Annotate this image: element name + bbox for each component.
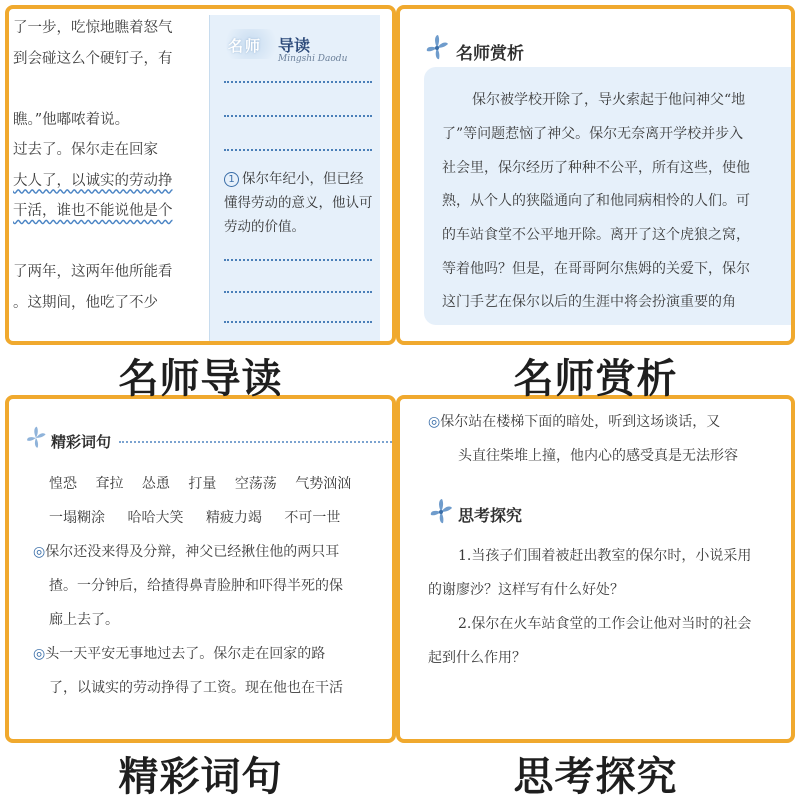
- sentence-line: 廊上去了。: [49, 612, 119, 628]
- text-line: 保尔被学校开除了，导火索起于他问神父“地: [472, 92, 746, 108]
- text-line: [13, 74, 203, 105]
- text-line: 了”等问题惹恼了神父。保尔无奈离开学校并步入: [442, 126, 744, 142]
- text-line: 瞧。”他嘟哝着说。: [13, 111, 130, 128]
- panel-mingshi-shangxi: [396, 5, 795, 345]
- word: 打量: [188, 476, 217, 492]
- ciju-title: 精彩词句: [51, 433, 112, 451]
- dotted-line: [224, 291, 372, 293]
- daodu-subtitle: Mingshi Daodu: [278, 54, 348, 64]
- word-row: [49, 473, 365, 493]
- dotted-line: [224, 81, 372, 83]
- word: 气势汹汹: [295, 476, 352, 492]
- double-circle-bullet-icon: ◎: [33, 646, 46, 662]
- text-line: 熟，从个人的狭隘通向了和他同病相怜的人们。可: [442, 193, 750, 209]
- word: 一塌糊涂: [49, 510, 105, 526]
- daodu-note: [224, 167, 374, 239]
- sentence-line: 揸。一分钟后，给揸得鼻青脸肿和吓得半死的保: [49, 578, 343, 594]
- text-line: 社会里，保尔经历了种种不公平，所有这些，使他: [442, 160, 750, 176]
- word: 不可一世: [284, 510, 341, 526]
- caption-mingshi-daodu: 名师导读: [118, 356, 283, 402]
- text-line-underlined: 干活，谁也不能说他是个: [13, 203, 173, 219]
- word: 哈哈大笑: [127, 510, 184, 526]
- dotted-line: [224, 259, 372, 261]
- word: 耷拉: [95, 476, 124, 492]
- question-line: 2.保尔在火车站食堂的工作会让他对当时的社会: [458, 616, 752, 632]
- sentence-line: [33, 541, 339, 561]
- word: 惶恐: [49, 476, 77, 492]
- note-number: 1: [224, 172, 239, 187]
- tanjiu-title: 思考探究: [458, 506, 523, 525]
- sentence-text: 保尔还没来得及分辩，神父已经揪住他的两只耳: [45, 544, 340, 560]
- word: 精疲力竭: [205, 510, 262, 526]
- caption-mingshi-shangxi: 名师赏析: [513, 356, 678, 402]
- word-row: [49, 507, 354, 527]
- daodu-header: [220, 27, 370, 67]
- note-text: 保尔年纪小，但已经懂得劳动的意义，他认可劳动的价值。: [224, 171, 373, 235]
- flower-icon: [23, 425, 49, 451]
- caption-jingcai-ciju: 精彩词句: [118, 754, 283, 800]
- sentence-line: 了，以诚实的劳动挣得了工资。现在他也在干活: [49, 680, 343, 696]
- double-circle-bullet-icon: ◎: [428, 414, 441, 430]
- story-text: [13, 13, 203, 318]
- word: 空荡荡: [234, 476, 277, 492]
- intro-line: [428, 411, 720, 431]
- intro-line: 头直往柴堆上撞，他内心的感受真是无法形容: [458, 448, 738, 464]
- daodu-circle-text: 名师: [228, 37, 263, 55]
- question-line: 起到什么作用？: [428, 650, 526, 666]
- text-line-underlined: 大人了，以诚实的劳动挣: [13, 172, 173, 189]
- dotted-line: [224, 115, 372, 117]
- panel-mingshi-daodu: [5, 5, 396, 345]
- dotted-line: [119, 441, 396, 443]
- text-line: 。这期间，他吃了不少: [13, 294, 158, 311]
- panel-jingcai-ciju: [5, 395, 396, 743]
- intro-text: 保尔站在楼梯下面的暗处，听到这场谈话，又: [440, 414, 721, 430]
- daodu-title: 导读: [278, 36, 311, 55]
- panel-sikao-tanjiu: [396, 395, 795, 743]
- flower-icon: [426, 497, 456, 527]
- text-line: 这门手艺在保尔以后的生涯中将会扮演重要的角: [442, 294, 736, 310]
- text-line: 的车站食堂不公平地开除。离开了这个虎狼之窝，: [442, 227, 750, 243]
- shangxi-content: [424, 67, 795, 325]
- double-circle-bullet-icon: ◎: [33, 544, 46, 560]
- text-line: 等着他吗？但是，在哥哥阿尔焦姆的关爱下，保尔: [442, 261, 750, 277]
- caption-sikao-tanjiu: 思考探究: [513, 754, 678, 800]
- daodu-sidebar: [209, 15, 380, 341]
- question-line: 1.当孩子们围着被赶出教室的保尔时，小说采用: [458, 548, 752, 564]
- text-line: 过去了。保尔走在回家: [13, 142, 158, 158]
- sentence-line: [33, 643, 325, 663]
- dotted-line: [224, 149, 372, 151]
- text-line: 了两年，这两年他所能看: [13, 264, 173, 280]
- text-line: 了一步，吃惊地瞧着怒气: [13, 20, 173, 36]
- text-line: 到会碰这么个硬钉子，有: [13, 50, 173, 67]
- dotted-line: [224, 321, 372, 323]
- sentence-text: 头一天平安无事地过去了。保尔走在回家的路: [45, 646, 326, 662]
- ciju-header: [23, 427, 396, 457]
- question-line: 的谢廖沙？这样写有什么好处？: [428, 582, 624, 598]
- shangxi-title: 名师赏析: [456, 44, 524, 64]
- word: 怂恿: [141, 476, 170, 492]
- flower-icon: [422, 33, 452, 63]
- text-line: [13, 227, 203, 258]
